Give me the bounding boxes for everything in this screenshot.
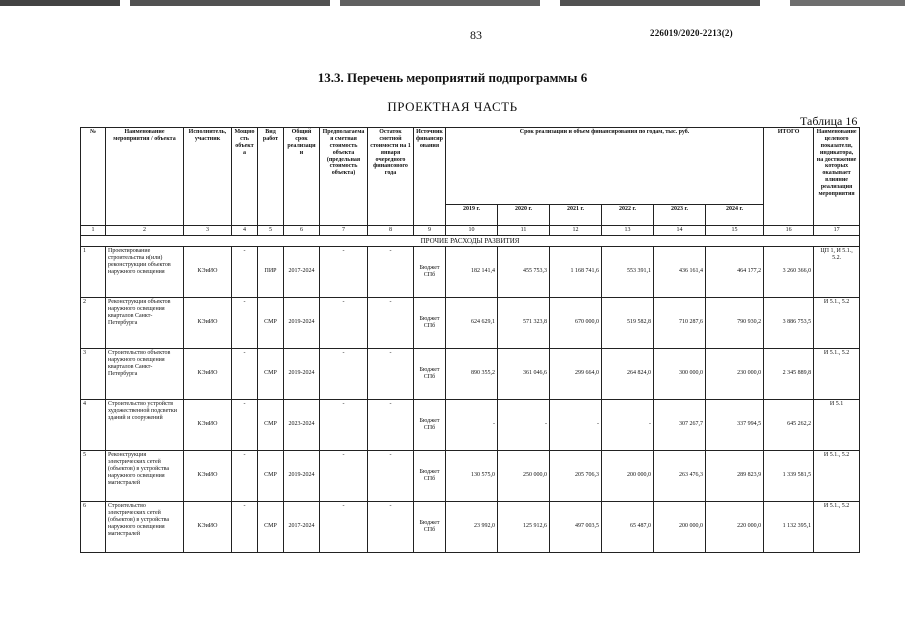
cell-2023: 300 000,0: [654, 348, 706, 399]
col-header-limit-cost: Предполагаемая сметная стоимость объекта (предельная стоимость объекта): [320, 128, 368, 226]
section-title: 13.3. Перечень мероприятий подпрограммы 6: [317, 70, 588, 85]
cell-name: Строительство электрических сетей (объектов) в устройства наружного освещения магистралей: [106, 501, 184, 552]
col-header-period: Общий срок реализации: [284, 128, 320, 226]
column-number: 6: [284, 226, 320, 236]
cell-2020: 250 000,0: [498, 450, 550, 501]
cell-capacity: -: [232, 246, 258, 297]
column-number: 4: [232, 226, 258, 236]
header-row: [81, 128, 860, 205]
cell-indicators: ЦП 1, И 5.1., 5.2.: [814, 246, 860, 297]
cell-period: 2023-2024: [284, 399, 320, 450]
cell-total: 2 345 889,8: [764, 348, 814, 399]
col-header-no: №: [81, 128, 106, 226]
cell-2019: 130 575,0: [446, 450, 498, 501]
table-row: [81, 246, 860, 297]
column-number-row: [81, 226, 860, 236]
scan-artifact-line: [0, 0, 905, 6]
cell-2024: 230 000,0: [706, 348, 764, 399]
table-row: [81, 348, 860, 399]
cell-work-type: СМР: [258, 501, 284, 552]
cell-2020: 125 912,6: [498, 501, 550, 552]
cell-limit-cost: -: [320, 297, 368, 348]
cell-2020: -: [498, 399, 550, 450]
page-number: 83: [470, 28, 482, 42]
cell-2024: 337 994,5: [706, 399, 764, 450]
col-header-total: ИТОГО: [764, 128, 814, 226]
cell-2022: 519 582,8: [602, 297, 654, 348]
cell-name: Реконструкция электрических сетей (объектов) в устройства наружного освещения магистралей: [106, 450, 184, 501]
cell-2020: 455 753,3: [498, 246, 550, 297]
cell-work-type: ПИР: [258, 246, 284, 297]
cell-executor: КЭиИО: [184, 450, 232, 501]
cell-total: 3 886 753,5: [764, 297, 814, 348]
cell-remaining-cost: -: [368, 399, 414, 450]
cell-2022: 200 000,0: [602, 450, 654, 501]
cell-2022: 65 487,0: [602, 501, 654, 552]
cell-limit-cost: -: [320, 246, 368, 297]
cell-indicators: И 5.1: [814, 399, 860, 450]
cell-no: 5: [81, 450, 106, 501]
cell-period: 2017-2024: [284, 501, 320, 552]
column-number: 10: [446, 226, 498, 236]
cell-period: 2019-2024: [284, 297, 320, 348]
column-number: 5: [258, 226, 284, 236]
table-row: [81, 297, 860, 348]
cell-name: Строительство устройств художественной подсветки зданий и сооружений: [106, 399, 184, 450]
cell-2023: 307 267,7: [654, 399, 706, 450]
cell-period: 2019-2024: [284, 450, 320, 501]
col-header-indicators: Наименование целевого показателя, индикатора, на достижение которых оказывает влияние реализация мероприятия: [814, 128, 860, 226]
column-number: 16: [764, 226, 814, 236]
column-number: 13: [602, 226, 654, 236]
cell-executor: КЭиИО: [184, 246, 232, 297]
table-label: Таблица 16: [800, 114, 858, 128]
cell-executor: КЭиИО: [184, 501, 232, 552]
col-header-work-type: Вид работ: [258, 128, 284, 226]
column-number: 9: [414, 226, 446, 236]
cell-executor: КЭиИО: [184, 399, 232, 450]
sub-title: ПРОЕКТНАЯ ЧАСТЬ: [387, 99, 518, 114]
col-header-source: Источник финансирования: [414, 128, 446, 226]
cell-total: 1 339 581,5: [764, 450, 814, 501]
col-header-year: 2020 г.: [498, 205, 550, 226]
cell-executor: КЭиИО: [184, 297, 232, 348]
cell-work-type: СМР: [258, 399, 284, 450]
cell-2020: 361 046,6: [498, 348, 550, 399]
section-row: [81, 235, 860, 246]
cell-name: Реконструкция объектов наружного освещения кварталов Санкт-Петербурга: [106, 297, 184, 348]
cell-2024: 790 930,2: [706, 297, 764, 348]
cell-2023: 200 000,0: [654, 501, 706, 552]
cell-executor: КЭиИО: [184, 348, 232, 399]
cell-2024: 289 823,9: [706, 450, 764, 501]
cell-2019: 890 355,2: [446, 348, 498, 399]
cell-source: Бюджет СПб: [414, 450, 446, 501]
cell-2019: 182 141,4: [446, 246, 498, 297]
cell-total: 3 260 366,0: [764, 246, 814, 297]
cell-2019: 23 992,0: [446, 501, 498, 552]
cell-2021: -: [550, 399, 602, 450]
cell-2022: 264 824,0: [602, 348, 654, 399]
col-header-years-group: Срок реализации и объем финансирования по годам, тыс. руб.: [446, 128, 764, 205]
cell-limit-cost: -: [320, 450, 368, 501]
cell-capacity: -: [232, 399, 258, 450]
cell-source: Бюджет СПб: [414, 348, 446, 399]
cell-no: 4: [81, 399, 106, 450]
section-label: ПРОЧИЕ РАСХОДЫ РАЗВИТИЯ: [81, 235, 860, 246]
cell-work-type: СМР: [258, 297, 284, 348]
cell-indicators: И 5.1., 5.2: [814, 348, 860, 399]
cell-source: Бюджет СПб: [414, 399, 446, 450]
activities-table: [80, 127, 860, 553]
cell-indicators: И 5.1., 5.2: [814, 297, 860, 348]
cell-2019: -: [446, 399, 498, 450]
cell-remaining-cost: -: [368, 348, 414, 399]
column-number: 7: [320, 226, 368, 236]
cell-source: Бюджет СПб: [414, 246, 446, 297]
column-number: 2: [106, 226, 184, 236]
cell-work-type: СМР: [258, 348, 284, 399]
cell-2020: 571 323,8: [498, 297, 550, 348]
cell-capacity: -: [232, 501, 258, 552]
cell-remaining-cost: -: [368, 297, 414, 348]
cell-indicators: И 5.1., 5.2: [814, 450, 860, 501]
column-number: 12: [550, 226, 602, 236]
cell-no: 2: [81, 297, 106, 348]
col-header-remaining-cost: Остаток сметной стоимости на 1 января очередного финансового года: [368, 128, 414, 226]
table-row: [81, 450, 860, 501]
col-header-capacity: Мощность объекта: [232, 128, 258, 226]
cell-capacity: -: [232, 297, 258, 348]
cell-no: 1: [81, 246, 106, 297]
col-header-year: 2024 г.: [706, 205, 764, 226]
cell-2023: 710 287,6: [654, 297, 706, 348]
cell-2022: -: [602, 399, 654, 450]
cell-capacity: -: [232, 450, 258, 501]
cell-source: Бюджет СПб: [414, 501, 446, 552]
cell-period: 2019-2024: [284, 348, 320, 399]
cell-limit-cost: -: [320, 348, 368, 399]
cell-total: 645 262,2: [764, 399, 814, 450]
cell-indicators: И 5.1., 5.2: [814, 501, 860, 552]
cell-2024: 220 000,0: [706, 501, 764, 552]
col-header-year: 2021 г.: [550, 205, 602, 226]
cell-limit-cost: -: [320, 501, 368, 552]
table-row: [81, 501, 860, 552]
column-number: 17: [814, 226, 860, 236]
col-header-executor: Исполнитель, участник: [184, 128, 232, 226]
col-header-year: 2023 г.: [654, 205, 706, 226]
document-code: 226019/2020-2213(2): [650, 28, 733, 38]
column-number: 11: [498, 226, 550, 236]
cell-limit-cost: -: [320, 399, 368, 450]
cell-no: 6: [81, 501, 106, 552]
cell-capacity: -: [232, 348, 258, 399]
cell-work-type: СМР: [258, 450, 284, 501]
cell-2021: 205 706,3: [550, 450, 602, 501]
column-number: 1: [81, 226, 106, 236]
cell-2022: 553 391,1: [602, 246, 654, 297]
cell-no: 3: [81, 348, 106, 399]
column-number: 14: [654, 226, 706, 236]
column-number: 8: [368, 226, 414, 236]
cell-name: Проектирование строительства и(или) реконструкции объектов наружного освещения: [106, 246, 184, 297]
cell-remaining-cost: -: [368, 501, 414, 552]
table-row: [81, 399, 860, 450]
cell-2023: 436 161,4: [654, 246, 706, 297]
cell-source: Бюджет СПб: [414, 297, 446, 348]
cell-remaining-cost: -: [368, 246, 414, 297]
cell-2021: 497 003,5: [550, 501, 602, 552]
col-header-name: Наименование мероприятия / объекта: [106, 128, 184, 226]
cell-2021: 1 168 741,6: [550, 246, 602, 297]
cell-2021: 670 000,0: [550, 297, 602, 348]
cell-2023: 263 476,3: [654, 450, 706, 501]
col-header-year: 2022 г.: [602, 205, 654, 226]
cell-2024: 464 177,2: [706, 246, 764, 297]
cell-2021: 299 664,0: [550, 348, 602, 399]
cell-period: 2017-2024: [284, 246, 320, 297]
cell-name: Строительство объектов наружного освещения кварталов Санкт-Петербурга: [106, 348, 184, 399]
col-header-year: 2019 г.: [446, 205, 498, 226]
cell-total: 1 132 395,1: [764, 501, 814, 552]
cell-remaining-cost: -: [368, 450, 414, 501]
cell-2019: 624 629,1: [446, 297, 498, 348]
column-number: 3: [184, 226, 232, 236]
column-number: 15: [706, 226, 764, 236]
